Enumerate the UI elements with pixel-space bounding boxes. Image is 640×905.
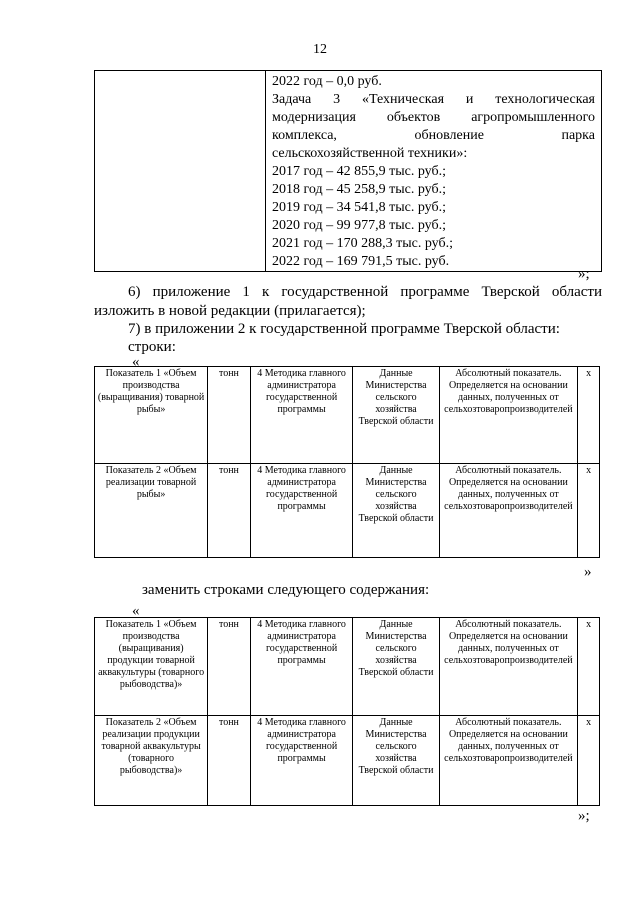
table-row [95,464,600,558]
unit-cell: тонн [208,716,251,806]
item-6 [94,283,602,321]
table-row [95,367,600,464]
budget-year: 2020 год – 99 977,8 тыс. руб.; [272,218,446,233]
indicator-cell: Показатель 2 «Объем реализации продукции товарной аквакультуры (товарного рыбоводства)» [95,716,208,806]
budget-year: 2018 год – 45 258,9 тыс. руб.; [272,182,446,197]
source-cell: Данные Министерства сельского хозяйства Тверской области [353,367,439,464]
table-row [95,716,600,806]
unit-cell: тонн [208,367,251,464]
page-number: 12 [313,42,327,57]
source-cell: Данные Министерства сельского хозяйства Тверской области [353,618,439,716]
close-quote: »; [578,266,590,282]
old-rows-table [94,366,600,558]
budget-line: 2022 год – 0,0 руб. [272,74,382,89]
close-quote: »; [578,808,590,824]
budget-year: 2021 год – 170 288,3 тыс. руб.; [272,236,453,251]
indicator-cell: Показатель 2 «Объем реализации товарной рыбы» [95,464,208,558]
budget-year: 2019 год – 34 541,8 тыс. руб.; [272,200,446,215]
type-cell: Абсолютный показатель. Определяется на основании данных, полученных от сельхозтоваропроизводителей [439,716,578,806]
x-cell: х [578,716,600,806]
task-line: комплекса, обновление парка [272,128,595,143]
task-line: модернизация объектов агропромышленного [272,110,595,125]
new-rows-table [94,617,600,806]
budget-empty-cell [95,71,266,272]
type-cell: Абсолютный показатель. Определяется на основании данных, полученных от сельхозтоваропроизводителей [439,464,578,558]
method-cell: 4 Методика главного администратора государственной программы [250,464,353,558]
method-cell: 4 Методика главного администратора государственной программы [250,716,353,806]
method-cell: 4 Методика главного администратора государственной программы [250,618,353,716]
item-6-line: изложить в новой редакции (прилагается); [94,303,366,319]
table-row [95,618,600,716]
item-6-line: 6) приложение 1 к государственной программе Тверской области [128,284,602,300]
type-cell: Абсолютный показатель. Определяется на основании данных, полученных от сельхозтоваропроизводителей [439,618,578,716]
item-7: 7) в приложении 2 к государственной программе Тверской области: [128,321,560,337]
x-cell: х [578,367,600,464]
type-cell: Абсолютный показатель. Определяется на основании данных, полученных от сельхозтоваропроизводителей [439,367,578,464]
unit-cell: тонн [208,618,251,716]
task-line: Задача 3 «Техническая и технологическая [272,92,595,107]
budget-cell [266,71,602,272]
x-cell: х [578,618,600,716]
replace-text: заменить строками следующего содержания: [142,582,430,598]
open-quote: « [132,603,140,619]
task-line: сельскохозяйственной техники»: [272,146,468,161]
rows-label: строки: [128,339,176,355]
x-cell: х [578,464,600,558]
open-quote: « [132,354,140,370]
close-quote: » [584,564,592,580]
budget-year: 2022 год – 169 791,5 тыс. руб. [272,254,450,269]
source-cell: Данные Министерства сельского хозяйства Тверской области [353,464,439,558]
unit-cell: тонн [208,464,251,558]
indicator-cell: Показатель 1 «Объем производства (выращивания) продукции товарной аквакультуры (товарного рыбоводства)» [95,618,208,716]
indicator-cell: Показатель 1 «Объем производства (выращивания) товарной рыбы» [95,367,208,464]
budget-table [94,70,602,272]
method-cell: 4 Методика главного администратора государственной программы [250,367,353,464]
budget-year: 2017 год – 42 855,9 тыс. руб.; [272,164,446,179]
source-cell: Данные Министерства сельского хозяйства Тверской области [353,716,439,806]
